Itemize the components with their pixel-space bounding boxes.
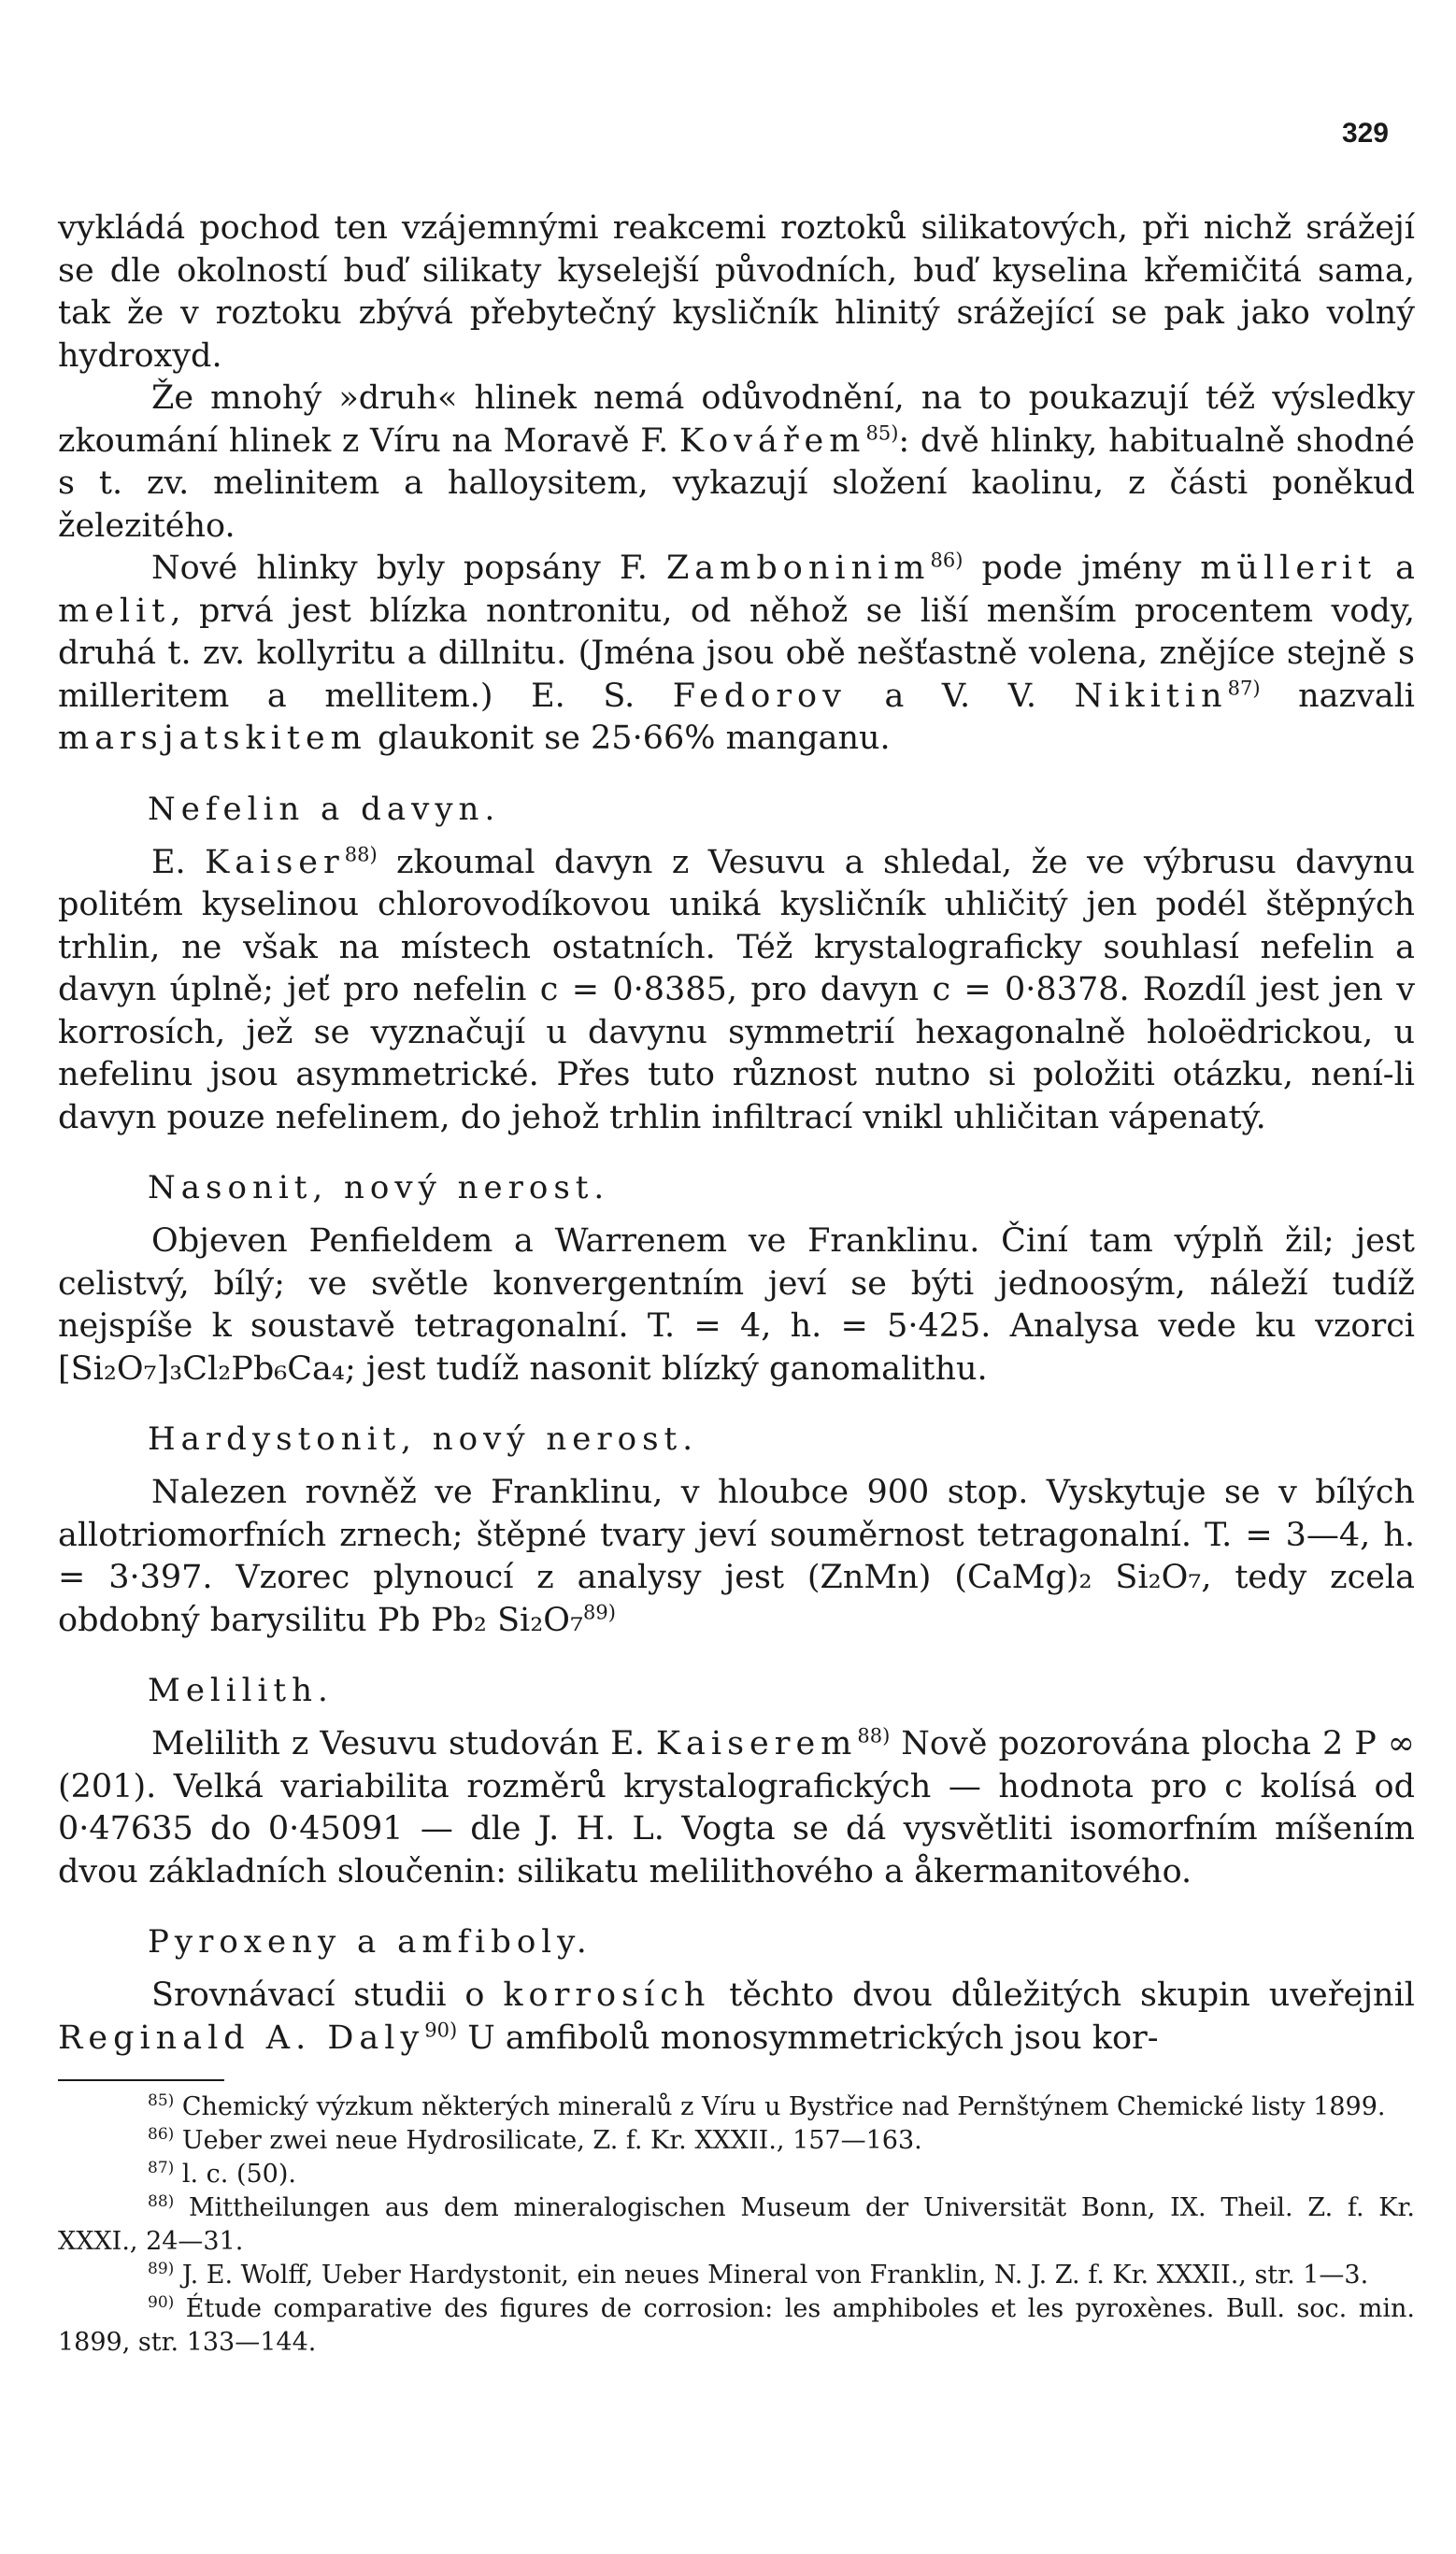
section-heading: Nefelin a davyn. [148, 790, 501, 828]
author-name: Fedorov [672, 677, 847, 715]
author-name: Kovářem [678, 421, 866, 460]
author-name: Zamboninim [665, 549, 931, 587]
footnote-ref: 88) [344, 842, 378, 865]
footnote: $^{89)}$ J. E. Wolff, Ueber Hardystonit, ein neues Mineral von Franklin, N. J. Z. f. Kr. XXXII., str. 1—3. [148, 2260, 1369, 2290]
footnote: $^{86)}$ Ueber zwei neue Hydrosilicate, Z. f. Kr. XXXII., 157—163. [148, 2125, 922, 2155]
footnote: $^{90)}$ Étude comparative des figures de corrosion: les amphiboles et les pyroxènes. Bull. soc. min. 1899, str. 133—144. [58, 2293, 1415, 2357]
footnote-ref: 86) [930, 549, 964, 572]
page-number: 329 [1341, 118, 1389, 149]
mineral-term: korrosích [503, 1976, 711, 2014]
author-name: Kaiserem [655, 1725, 858, 1762]
paragraph: Nové hlinky byly popsány F. Zamboninim$^{86)}$ pode jmény müllerit a melit, prvá jest blízka nontronitu, od něhož se liší menším procentem vody, druhá t. zv. kollyritu a dillnitu. (Jména jsou obě nešťastně volena, znějíce stejně s milleritem a mellitem.) E. S. Fedorov a V. V. Nikitin$^{87)}$ nazvali marsjatskitem glaukonit se 25·66% manganu. [58, 549, 1415, 757]
mineral-term: müllerit [1200, 549, 1377, 587]
footnote-mark: 85) [148, 2091, 175, 2110]
footnote-divider [58, 2079, 224, 2081]
paragraph: E. Kaiser$^{88)}$ zkoumal davyn z Vesuvu a shledal, že ve výbrusu davynu politém kyselinou chlorovodíkovou uniká kysličník uhličitý jen podél štěpných trhlin, ne však na místech ostatních. Též krystalograficky souhlasí nefelin a davyn úplně; jeť pro nefelin c = 0·8385, pro davyn c = 0·8378. Rozdíl jest jen v korrosích, jež se vyznačují u davynu symmetrií hexagonalně holoëdrickou, u nefelinu jsou asymmetrické. Přes tuto různost nutno si položiti otázku, není-li davyn pouze nefelinem, do jehož trhlin infiltrací vnikl uhličitan vápenatý. [58, 842, 1415, 1136]
paragraph: Melilith z Vesuvu studován E. Kaiserem$^{88)}$ Nově pozorována plocha 2 P ∞ (201). Velká variabilita rozměrů krystalografických — hodnota pro c kolísá od 0·47635 do 0·45091 — dle J. H. L. Vogta se dá vysvětliti isomorfním míšením dvou základních sloučenin: silikatu melilithového a åkermanitového. [58, 1724, 1415, 1891]
footnote-ref: 90) [424, 2018, 458, 2041]
footnotes [58, 2090, 1415, 2360]
paragraph: Nalezen rovněž ve Franklinu, v hloubce 900 stop. Vyskytuje se v bílých allotriomorfních zrnech; štěpné tvary jeví souměrnost tetragonalní. T. = 3—4, h. = 3·397. Vzorec plynoucí z analysy jest (ZnMn) (CaMg)₂ Si₂O₇, tedy zcela obdobný barysilitu Pb Pb₂ Si₂O₇$^{89)}$ [58, 1474, 1415, 1639]
footnote-ref: 85) [865, 421, 899, 444]
footnote-mark: 89) [148, 2260, 175, 2278]
section-heading: Hardystonit, nový nerost. [148, 1420, 699, 1458]
paragraph: Že mnohý »druh« hlinek nemá odůvodnění, na to poukazují též výsledky zkoumání hlinek z Víru na Moravě F. Kovářem$^{85)}$: dvě hlinky, habitualně shodné s t. zv. melinitem a halloysitem, vykazují složení kaolinu, z části poněkud železitého. [58, 379, 1415, 545]
page-body [58, 207, 1415, 2060]
footnote-mark: 88) [148, 2192, 175, 2211]
author-name: Reginald A. Daly [58, 2019, 425, 2057]
footnote-ref: 87) [1227, 676, 1261, 699]
section-heading: Nasonit, nový nerost. [148, 1169, 610, 1206]
paragraph: Objeven Penfieldem a Warrenem ve Franklinu. Činí tam výplň žil; jest celistvý, bílý; ve světle konvergentním jeví se býti jednoosým, náleží tudíž nejspíše k soustavě tetragonalní. T. = 4, h. = 5·425. Analysa vede ku vzorci [Si₂O₇]₃Cl₂Pb₆Ca₄; jest tudíž nasonit blízký ganomalithu. [58, 1222, 1415, 1388]
paragraph: vykládá pochod ten vzájemnými reakcemi roztoků silikatových, při nichž srážejí se dle okolností buď silikaty kyselejší původních, buď kyselina křemičitá sama, tak že v roztoku zbývá přebytečný kysličník hlinitý srážející se pak jako volný hydroxyd. [58, 209, 1415, 375]
footnote-mark: 87) [148, 2159, 175, 2177]
chemical-formula: Pb Pb₂ Si₂O₇ [377, 1601, 583, 1639]
chemical-formula: [Si₂O₇]₃Cl₂Pb₆Ca₄ [58, 1349, 345, 1388]
mineral-term: marsjatskitem [58, 720, 367, 757]
footnote-mark: 86) [148, 2125, 175, 2144]
author-name: Nikitin [1074, 677, 1228, 715]
footnote: $^{85)}$ Chemický výzkum některých mineralů z Víru u Bystřice nad Pernštýnem Chemické listy 1899. [148, 2091, 1386, 2121]
footnote-ref: 88) [857, 1724, 891, 1748]
author-name: Kaiser [205, 843, 345, 881]
footnote-ref: 89) [583, 1600, 616, 1623]
mineral-term: melit [58, 592, 171, 630]
section-heading: Pyroxeny a amfiboly. [148, 1923, 592, 1961]
paragraph: Srovnávací studii o korrosích těchto dvou důležitých skupin uveřejnil Reginald A. Daly$^{90)}$ U amfibolů monosymmetrických jsou kor- [58, 1976, 1415, 2057]
footnote: $^{87)}$ l. c. (50). [148, 2159, 296, 2189]
footnote-mark: 90) [148, 2293, 175, 2312]
section-heading: Melilith. [148, 1672, 334, 1709]
footnote: $^{88)}$ Mittheilungen aus dem mineralogischen Museum der Universität Bonn, IX. Theil. Z. f. Kr. XXXI., 24—31. [58, 2192, 1415, 2256]
chemical-formula: (ZnMn) (CaMg)₂ Si₂O₇ [807, 1559, 1202, 1596]
